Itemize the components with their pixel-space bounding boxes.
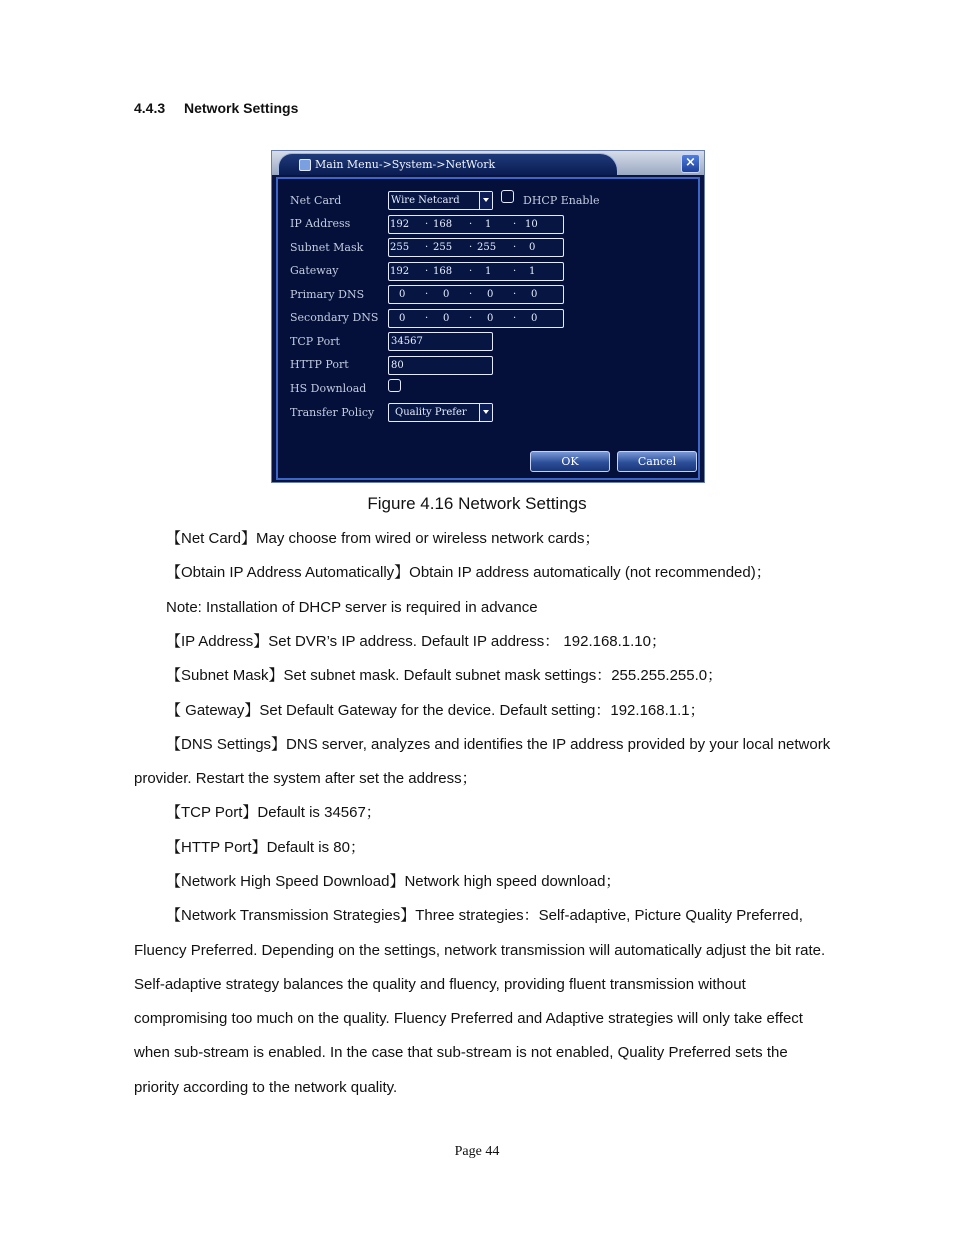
ip-octet: 0 [531,289,538,300]
ip-dot: · [513,289,517,300]
net-card-label: Net Card [290,194,342,207]
transfer-policy-label: Transfer Policy [290,406,375,419]
dialog-titlebar [272,151,704,175]
chevron-down-icon[interactable] [479,192,492,209]
ip-dot: · [425,242,429,253]
ip-address-field[interactable] [388,215,564,234]
close-icon[interactable]: × [681,154,700,173]
primary-dns-field[interactable] [388,285,564,304]
paragraph: when sub-stream is enabled. In the case that sub-stream is not enabled, Quality Preferred sets the [134,1044,788,1061]
ip-dot: · [469,219,473,230]
paragraph: compromising too much on the quality. Fluency Preferred and Adaptive strategies will only take effect [134,1010,803,1027]
ip-octet: 0 [443,313,450,324]
paragraph: priority according to the network quality. [134,1079,398,1096]
net-card-dropdown[interactable] [388,191,493,210]
menu-icon [299,159,311,171]
ip-octet: 0 [487,313,494,324]
figure-caption: Figure 4.16 Network Settings [367,494,587,513]
network-settings-dialog [271,150,705,483]
ip-dot: · [425,289,429,300]
paragraph: 【Subnet Mask】Set subnet mask. Default subnet mask settings：255.255.255.0； [166,667,723,684]
cancel-button[interactable]: Cancel [617,451,697,472]
secondary-dns-field[interactable] [388,309,564,328]
paragraph: Fluency Preferred. Depending on the settings, network transmission will automatically adjust the bit rate. [134,942,826,959]
ip-dot: · [425,219,429,230]
settings-panel [276,177,700,480]
http-port-label: HTTP Port [290,358,349,371]
ip-octet: 255 [433,242,453,253]
paragraph: 【HTTP Port】Default is 80； [166,839,365,856]
dialog-title-tab [278,153,618,175]
ip-octet: 168 [433,266,453,277]
ip-octet: 192 [390,266,410,277]
ip-octet: 0 [399,289,406,300]
ip-octet: 10 [525,219,538,230]
ip-dot: · [425,313,429,324]
dhcp-enable-checkbox[interactable] [501,190,514,203]
dhcp-enable-label: DHCP Enable [523,194,600,207]
ip-dot: · [469,313,473,324]
ip-octet: 1 [485,266,492,277]
primary-dns-label: Primary DNS [290,288,365,301]
secondary-dns-label: Secondary DNS [290,311,379,324]
ip-octet: 1 [485,219,492,230]
ip-dot: · [469,242,473,253]
subnet-mask-label: Subnet Mask [290,241,364,254]
paragraph: 【Obtain IP Address Automatically】Obtain IP address automatically (not recommended)； [166,564,771,581]
ok-button[interactable]: OK [530,451,610,472]
ip-octet: 0 [529,242,536,253]
paragraph: 【TCP Port】Default is 34567； [166,804,381,821]
ip-octet: 0 [399,313,406,324]
paragraph: 【Network High Speed Download】Network high speed download； [166,873,621,890]
http-port-field[interactable] [388,356,493,375]
ip-octet: 1 [529,266,536,277]
ip-octet: 192 [390,219,410,230]
gateway-label: Gateway [290,264,339,277]
hs-download-label: HS Download [290,382,367,395]
section-heading [134,100,298,116]
ip-octet: 0 [487,289,494,300]
paragraph: 【 Gateway】Set Default Gateway for the device. Default setting：192.168.1.1； [166,702,705,719]
paragraph: 【DNS Settings】DNS server, analyzes and identifies the IP address provided by your local network [166,736,831,753]
tcp-port-value: 34567 [391,336,423,347]
ip-dot: · [425,266,429,277]
ip-dot: · [469,266,473,277]
paragraph: 【Net Card】May choose from wired or wireless network cards； [166,530,600,547]
ip-octet: 255 [477,242,497,253]
ip-dot: · [513,266,517,277]
section-title: Network Settings [184,100,299,116]
chevron-down-icon[interactable] [479,404,492,421]
ip-octet: 168 [433,219,453,230]
transfer-policy-dropdown[interactable] [388,403,493,422]
tcp-port-label: TCP Port [290,335,340,348]
ip-octet: 0 [443,289,450,300]
paragraph: 【Network Transmission Strategies】Three strategies：Self-adaptive, Picture Quality Preferred, [166,907,803,924]
ip-octet: 255 [390,242,410,253]
gateway-field[interactable] [388,262,564,281]
ip-dot: · [513,219,517,230]
hs-download-checkbox[interactable] [388,379,401,392]
paragraph: Note: Installation of DHCP server is required in advance [166,599,538,616]
net-card-value: Wire Netcard [391,195,460,206]
paragraph: provider. Restart the system after set the address； [134,770,477,787]
paragraph: Self-adaptive strategy balances the quality and fluency, providing fluent transmission without [134,976,746,993]
ip-address-label: IP Address [290,217,351,230]
tcp-port-field[interactable] [388,332,493,351]
ip-dot: · [513,313,517,324]
paragraph: 【IP Address】Set DVR’s IP address. Default IP address： 192.168.1.10； [166,633,666,650]
transfer-policy-value: Quality Prefer [395,407,467,418]
ip-octet: 0 [531,313,538,324]
dialog-title: Main Menu->System->NetWork [315,158,496,171]
page-number: Page 44 [454,1144,500,1159]
subnet-mask-field[interactable] [388,238,564,257]
ip-dot: · [513,242,517,253]
http-port-value: 80 [391,360,404,371]
ip-dot: · [469,289,473,300]
section-number: 4.4.3 [134,100,166,116]
